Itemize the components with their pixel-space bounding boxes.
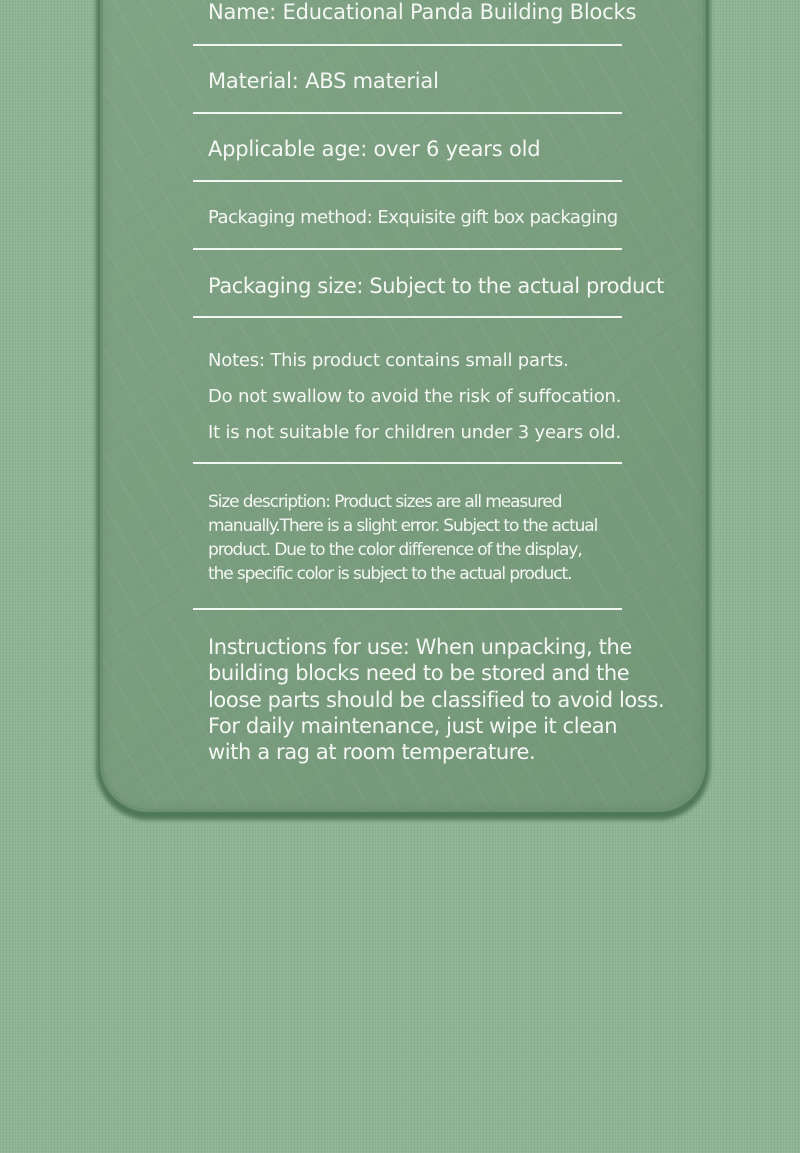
notes-line: Do not swallow to avoid the risk of suffocation. bbox=[208, 386, 622, 407]
divider bbox=[193, 44, 622, 46]
notes-line: It is not suitable for children under 3 years old. bbox=[208, 422, 621, 443]
spec-name: Name: Educational Panda Building Blocks bbox=[208, 0, 637, 24]
instructions-line: Instructions for use: When unpacking, the bbox=[208, 635, 632, 659]
spec-age: Applicable age: over 6 years old bbox=[208, 137, 541, 161]
instructions-line: loose parts should be classified to avoid loss. bbox=[208, 687, 665, 712]
spec-packaging-method: Packaging method: Exquisite gift box packaging bbox=[208, 207, 618, 228]
divider bbox=[193, 462, 622, 464]
spec-packaging-size: Packaging size: Subject to the actual product bbox=[208, 274, 664, 298]
instructions-line: with a rag at room temperature. bbox=[208, 740, 536, 765]
size-description-line: Size description: Product sizes are all measured bbox=[208, 492, 562, 512]
divider bbox=[193, 608, 622, 610]
divider bbox=[193, 316, 622, 318]
divider bbox=[193, 248, 622, 250]
size-description-block bbox=[208, 490, 658, 586]
notes-line: Notes: This product contains small parts. bbox=[208, 350, 569, 371]
divider bbox=[193, 112, 622, 114]
instructions-line: For daily maintenance, just wipe it clean bbox=[208, 713, 618, 738]
size-description-line: the specific color is subject to the actual product. bbox=[208, 564, 572, 584]
size-description-line: product. Due to the color difference of the display, bbox=[208, 540, 582, 560]
divider bbox=[193, 180, 622, 182]
notes-block bbox=[208, 343, 621, 451]
size-description-line: manually.There is a slight error. Subject to the actual bbox=[208, 516, 598, 536]
instructions-line: building blocks need to be stored and the bbox=[208, 661, 630, 686]
instructions-block bbox=[208, 634, 664, 765]
spec-material: Material: ABS material bbox=[208, 69, 439, 93]
